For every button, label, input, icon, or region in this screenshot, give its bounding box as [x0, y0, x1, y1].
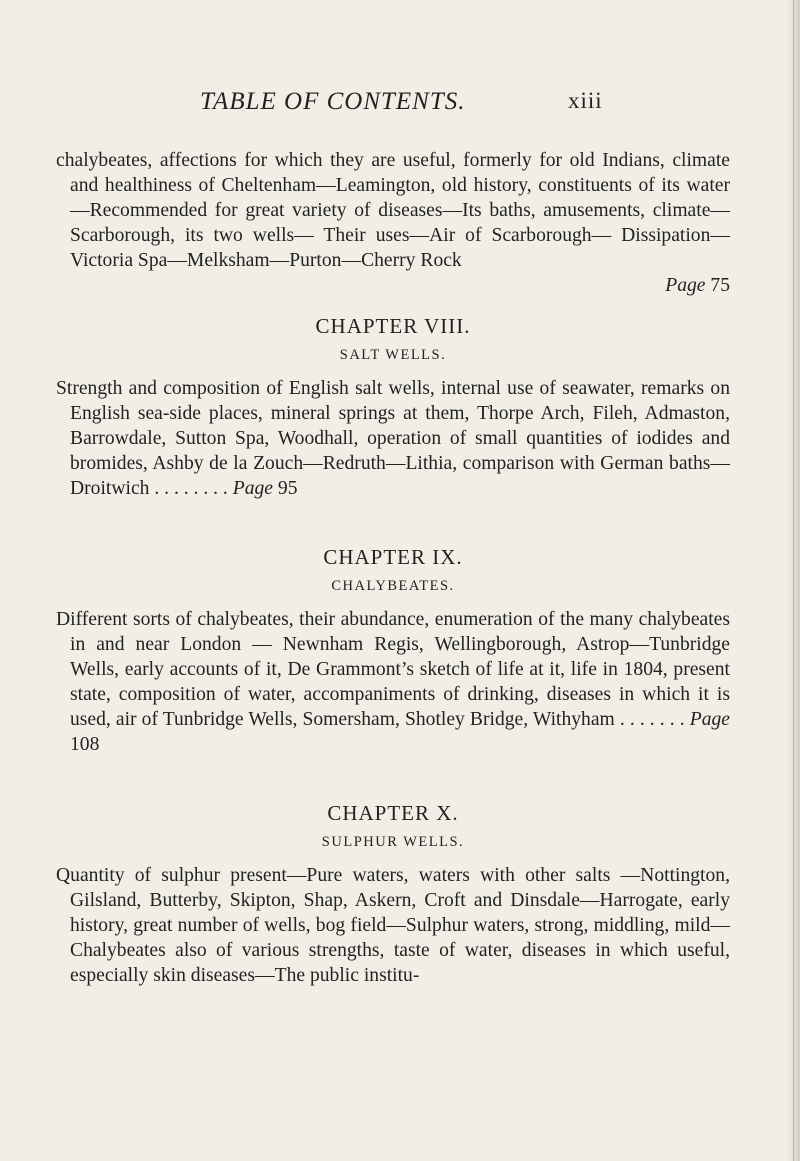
page-edge-line [793, 0, 794, 1161]
spacer [56, 757, 730, 785]
page-number: 75 [710, 275, 730, 296]
running-header-title: TABLE OF CONTENTS. [200, 88, 466, 115]
chapter-x-summary-text: Quantity of sulphur present—Pure waters, waters with other salts —Nottington, Gilsland, Butterby, Skipton, Shap, Askern, Croft and Dinsdale—Harrogate, early history, great number of wells, bog field—Sulphur waters, strong, middling, mild— Chalybeates also of various strengths, taste of water, diseases in which useful, especially skin diseases—The public institu- [56, 865, 730, 986]
chapter-ix-summary-text: Different sorts of chalybeates, their abundance, enumeration of the many chalybeates in and near London — Newnham Regis, Wellingborough, Astrop—Tunbridge Wells, early accounts of it, De Grammont’s sketch of life at it, life in 1804, present state, composition of water, accompaniments of drinking, diseases in which it is used, air of Tunbridge Wells, Somersham, Shotley Bridge, Withyham . . . . . . . [56, 609, 730, 730]
chapter-vii-page-ref [56, 273, 730, 298]
page-number: 108 [70, 734, 100, 755]
chapter-x-heading: CHAPTER X. [327, 801, 459, 825]
spacer [56, 501, 730, 529]
chapter-viii-page-ref [233, 478, 298, 499]
chapter-viii-summary-text: Strength and composition of English salt wells, internal use of seawater, remarks on English sea-side places, mineral springs at them, Thorpe Arch, Fileh, Admaston, Barrowdale, Sutton Spa, Woodhall, operation of small quantities of iodides and bromides, Ashby de la Zouch—Redruth—Lithia, comparison with German baths—Droitwich . . . . . . . . [56, 378, 730, 499]
chapter-ix-summary [56, 607, 730, 757]
chapter-vii-continuation [56, 148, 730, 273]
page-label: Page [232, 478, 273, 499]
chapter-viii-summary [56, 376, 730, 501]
chapter-vii-summary: chalybeates, affections for which they are useful, formerly for old Indians, climate and healthiness of Cheltenham—Leamington, old history, constituents of its water—Recommended for great variety of diseases—Its baths, amusements, climate— Scarborough, its two wells— Their uses—Air of Scarborough— Dissipation—Victoria Spa—Melksham—Purton—Cherry Rock [56, 150, 730, 271]
page-label: Page [665, 275, 706, 296]
page-number: 95 [277, 478, 298, 499]
chapter-ix-subtitle: CHALYBEATES. [331, 578, 455, 594]
chapter-x-subtitle: SULPHUR WELLS. [321, 834, 465, 850]
contents-body [56, 148, 730, 988]
chapter-viii-heading: CHAPTER VIII. [315, 314, 471, 338]
chapter-ix-heading: CHAPTER IX. [323, 545, 463, 569]
page-label: Page [689, 709, 731, 730]
chapter-x-summary [56, 863, 730, 988]
running-header-page-number: xiii [568, 88, 603, 113]
chapter-viii-subtitle: SALT WELLS. [339, 347, 447, 363]
